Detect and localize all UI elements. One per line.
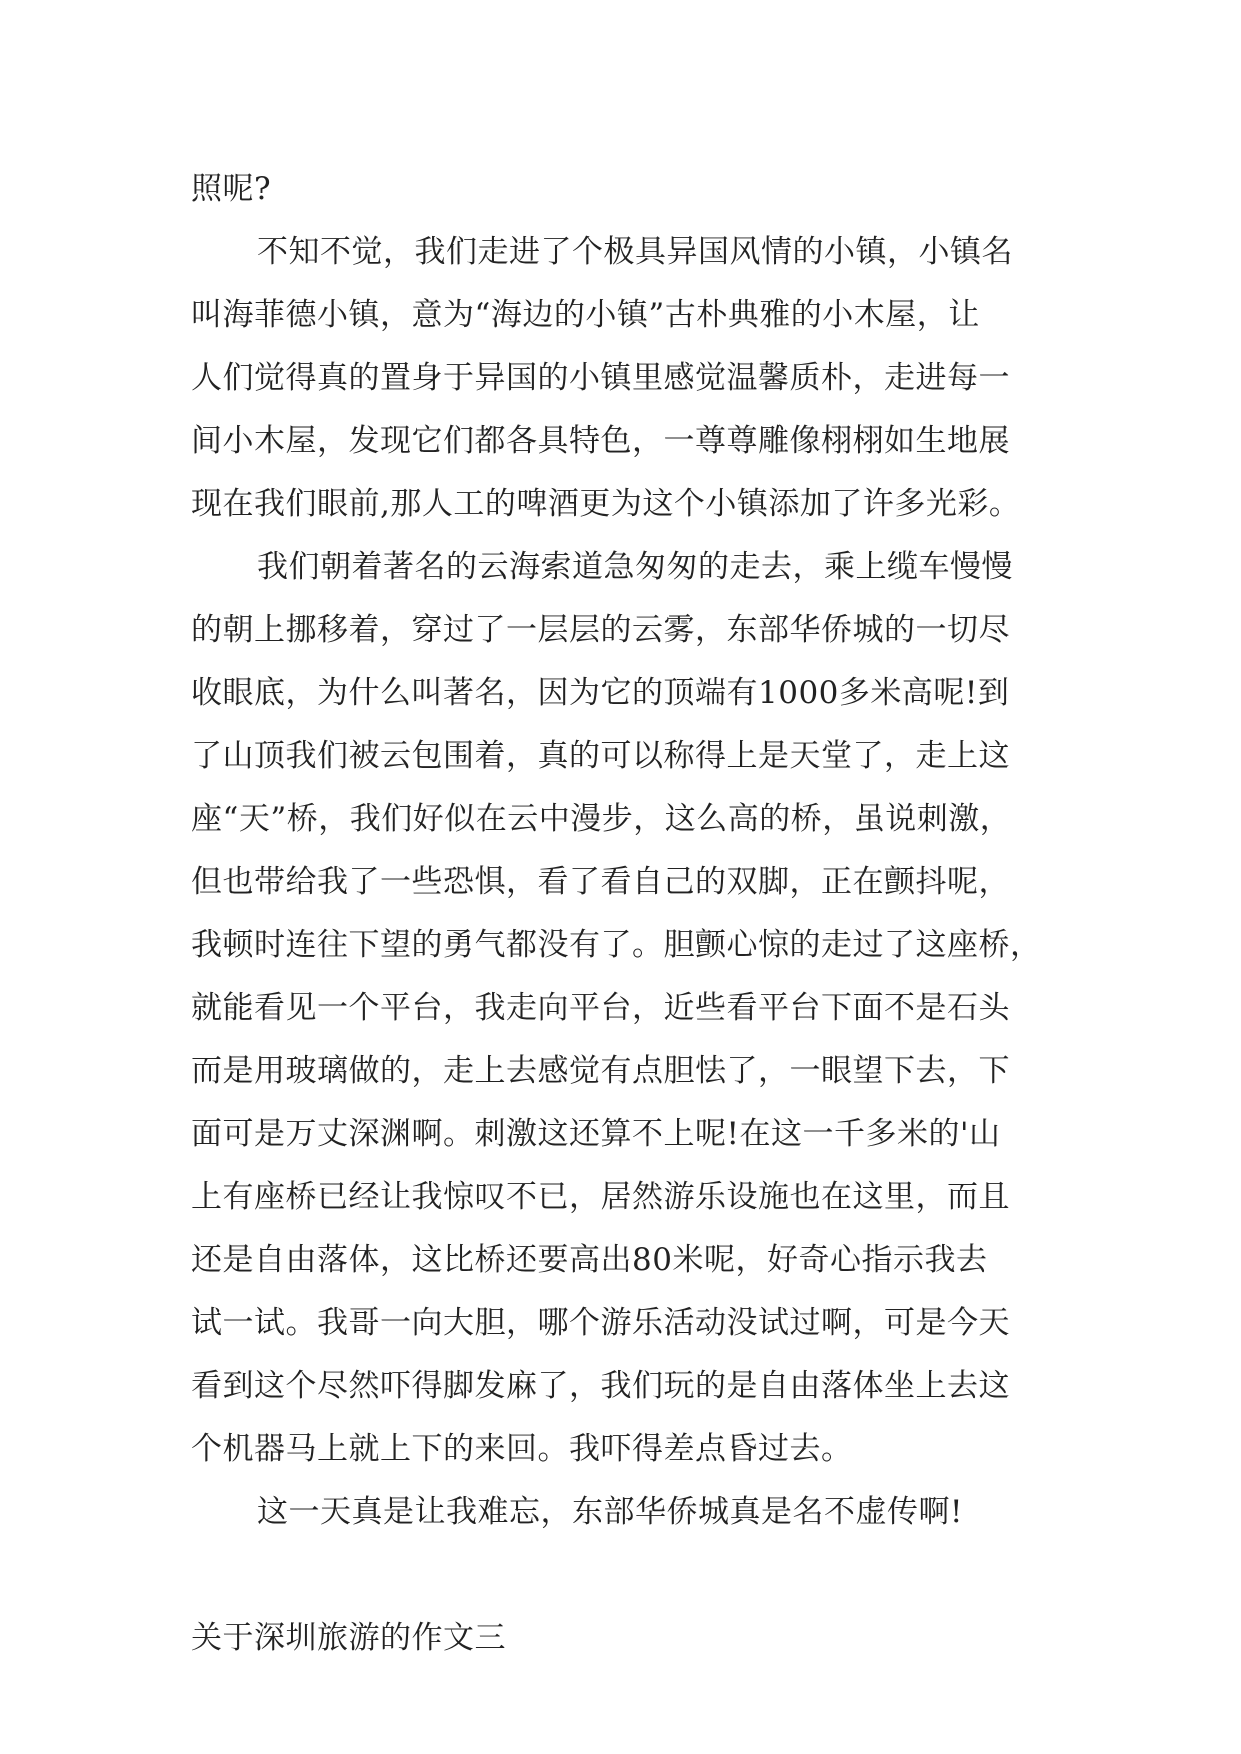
paragraph-line: 的朝上挪移着，穿过了一层层的云雾，东部华侨城的一切尽 [191, 612, 1010, 648]
paragraph-line: 上有座桥已经让我惊叹不已，居然游乐设施也在这里，而且 [191, 1179, 1010, 1215]
paragraph-line: 就能看见一个平台，我走向平台，近些看平台下面不是石头 [191, 990, 1010, 1026]
paragraph-line: 我们朝着著名的云海索道急匆匆的走去，乘上缆车慢慢 [257, 549, 1013, 585]
paragraph-line: 人们觉得真的置身于异国的小镇里感觉温馨质朴，走进每一 [191, 360, 1010, 396]
paragraph-line: 这一天真是让我难忘，东部华侨城真是名不虚传啊! [257, 1494, 963, 1530]
paragraph-line: 座“天”桥，我们好似在云中漫步，这么高的桥，虽说刺激， [191, 801, 1012, 837]
article-body [191, 158, 1051, 1670]
paragraph-line: 面可是万丈深渊啊。刺激这还算不上呢!在这一千多米的'山 [191, 1116, 1001, 1152]
blank-line [191, 1544, 1051, 1607]
paragraph-line: 看到这个尽然吓得脚发麻了，我们玩的是自由落体坐上去这 [191, 1368, 1010, 1404]
paragraph-line: 间小木屋，发现它们都各具特色，一尊尊雕像栩栩如生地展 [191, 423, 1010, 459]
paragraph-line: 了山顶我们被云包围着，真的可以称得上是天堂了，走上这 [191, 738, 1010, 774]
paragraph-line: 不知不觉，我们走进了个极具异国风情的小镇，小镇名 [257, 234, 1013, 270]
paragraph-line: 现在我们眼前,那人工的啤酒更为这个小镇添加了许多光彩。 [191, 486, 1021, 522]
paragraph-line: 我顿时连往下望的勇气都没有了。胆颤心惊的走过了这座桥， [191, 927, 1042, 963]
paragraph-line: 照呢? [191, 171, 272, 207]
paragraph-line: 试一试。我哥一向大胆，哪个游乐活动没试过啊，可是今天 [191, 1305, 1010, 1341]
section-heading: 关于深圳旅游的作文三 [191, 1620, 506, 1656]
paragraph-line: 叫海菲德小镇，意为“海边的小镇”古朴典雅的小木屋，让 [191, 297, 980, 333]
paragraph-line: 而是用玻璃做的，走上去感觉有点胆怯了，一眼望下去，下 [191, 1053, 1010, 1089]
paragraph-line: 个机器马上就上下的来回。我吓得差点昏过去。 [191, 1431, 853, 1467]
paragraph-line: 还是自由落体，这比桥还要高出80米呢，好奇心指示我去 [191, 1242, 988, 1278]
paragraph-line: 但也带给我了一些恐惧，看了看自己的双脚，正在颤抖呢， [191, 864, 1010, 900]
paragraph-line: 收眼底，为什么叫著名，因为它的顶端有1000多米高呢!到 [191, 675, 1010, 711]
